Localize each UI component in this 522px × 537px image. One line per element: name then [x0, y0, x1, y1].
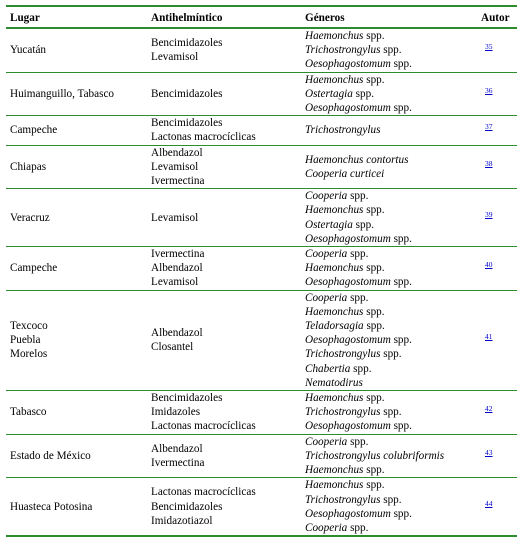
antihelmintico-line: Bencimidazoles	[151, 500, 223, 513]
species-suffix: spp.	[380, 44, 402, 57]
genus-name: Nematodirus	[305, 376, 363, 389]
species-suffix: spp.	[380, 406, 402, 419]
cell-antihelmintico	[147, 145, 301, 189]
genero-line	[305, 275, 473, 289]
genus-name: Oesophagostomum	[305, 102, 391, 115]
lugar-line: Morelos	[10, 348, 48, 361]
genus-name: Chabertia	[305, 362, 351, 375]
species-suffix: spp.	[390, 334, 412, 347]
antihelmintico-line: Levamisol	[151, 211, 199, 224]
genus-name: Teladorsagia	[305, 320, 364, 333]
genero-line	[305, 493, 473, 507]
genus-name: Haemonchus	[305, 262, 364, 275]
species-suffix: spp.	[363, 464, 385, 477]
genero-line	[305, 29, 473, 43]
table-row	[6, 145, 517, 189]
genero-line	[305, 376, 473, 390]
cell-antihelmintico	[147, 116, 301, 145]
genus-name: Oesophagostomum	[305, 507, 391, 520]
antihelmintico-line: Albendazol	[151, 327, 203, 340]
species-suffix: spp.	[390, 102, 412, 115]
cell-lugar	[6, 434, 147, 478]
genero-line	[305, 87, 473, 101]
genero-line	[305, 247, 473, 261]
table-row	[6, 116, 517, 145]
reference-link[interactable]: 43	[485, 447, 493, 457]
table-row	[6, 434, 517, 478]
lugar-line: Yucatán	[10, 44, 47, 57]
table-row	[6, 247, 517, 291]
cell-autor	[477, 434, 517, 478]
reference-link[interactable]: 41	[485, 332, 493, 342]
table-body	[6, 28, 517, 536]
antihelmintico-line: Bencimidazoles	[151, 392, 223, 405]
lugar-line: Huasteca Potosina	[10, 500, 93, 513]
header-lugar: Lugar	[6, 6, 147, 28]
cell-autor	[477, 391, 517, 435]
antihelmintico-line: Lactonas macrocíclicas	[151, 420, 256, 433]
species-suffix: spp.	[390, 276, 412, 289]
genero-line	[305, 232, 473, 246]
genus-name: Oesophagostomum	[305, 58, 391, 71]
cell-antihelmintico	[147, 478, 301, 536]
species-suffix: spp.	[347, 435, 369, 448]
genero-line	[305, 405, 473, 419]
antihelmintico-line: Ivermectina	[151, 175, 205, 188]
genus-name: Trichostrongylus	[305, 493, 381, 506]
species-suffix: spp.	[380, 348, 402, 361]
cell-antihelmintico	[147, 28, 301, 72]
lugar-line: Tabasco	[10, 406, 47, 419]
reference-link[interactable]: 38	[485, 158, 493, 168]
cell-lugar	[6, 478, 147, 536]
genero-line	[305, 478, 473, 492]
species-suffix: spp.	[350, 362, 372, 375]
cell-autor	[477, 145, 517, 189]
table-row	[6, 391, 517, 435]
genero-line	[305, 291, 473, 305]
header-antihelmintico: Antihelmíntico	[147, 6, 301, 28]
genero-line	[305, 73, 473, 87]
table-row	[6, 72, 517, 116]
species-suffix: spp.	[390, 420, 412, 433]
genus-name: Trichostrongylus	[305, 44, 381, 57]
species-suffix: spp.	[390, 232, 412, 245]
cell-lugar	[6, 290, 147, 390]
genero-line	[305, 57, 473, 71]
genus-name: Haemonchus	[305, 392, 364, 405]
species-suffix: spp.	[363, 305, 385, 318]
genus-name: Haemonchus	[305, 305, 364, 318]
species-suffix: spp.	[347, 248, 369, 261]
genero-line	[305, 43, 473, 57]
antihelmintico-line: Lactonas macrocíclicas	[151, 131, 256, 144]
genero-line	[305, 463, 473, 477]
cell-autor	[477, 478, 517, 536]
cell-lugar	[6, 72, 147, 116]
genus-name: Oesophagostomum	[305, 420, 391, 433]
genero-line	[305, 435, 473, 449]
species-suffix: spp.	[347, 190, 369, 203]
table-row	[6, 28, 517, 72]
table-row	[6, 478, 517, 536]
cell-lugar	[6, 116, 147, 145]
genero-line	[305, 391, 473, 405]
genus-name: Cooperia	[305, 190, 348, 203]
reference-link[interactable]: 36	[485, 85, 493, 95]
genero-line	[305, 362, 473, 376]
genero-line	[305, 521, 473, 535]
species-suffix: spp.	[363, 479, 385, 492]
genus-name: Trichostrongylus	[305, 406, 381, 419]
species-suffix: spp.	[347, 291, 369, 304]
genus-name: Cooperia curticei	[305, 167, 385, 180]
cell-generos	[301, 247, 477, 291]
antihelmintico-line: Levamisol	[151, 276, 199, 289]
cell-lugar	[6, 189, 147, 247]
reference-link[interactable]: 39	[485, 209, 493, 219]
cell-antihelmintico	[147, 247, 301, 291]
genero-line	[305, 101, 473, 115]
antihelmintico-line: Bencimidazoles	[151, 37, 223, 50]
header-autor: Autor	[477, 6, 517, 28]
resistance-table	[6, 5, 517, 537]
header-generos: Géneros	[301, 6, 477, 28]
reference-link[interactable]: 35	[485, 42, 493, 52]
lugar-line: Chiapas	[10, 160, 47, 173]
genus-name: Haemonchus	[305, 30, 364, 42]
antihelmintico-line: Levamisol	[151, 160, 199, 173]
genus-name: Haemonchus contortus	[305, 153, 409, 166]
cell-antihelmintico	[147, 290, 301, 390]
cell-generos	[301, 478, 477, 536]
antihelmintico-line: Albendazol	[151, 146, 203, 159]
species-suffix: spp.	[363, 30, 385, 42]
resistance-table-container	[6, 5, 517, 537]
genus-name: Oesophagostomum	[305, 334, 391, 347]
reference-link[interactable]: 42	[485, 404, 493, 414]
species-suffix: spp.	[363, 262, 385, 275]
cell-lugar	[6, 145, 147, 189]
species-suffix: spp.	[363, 392, 385, 405]
genus-name: Trichostrongylus colubriformis	[305, 449, 445, 462]
antihelmintico-line: Closantel	[151, 341, 194, 354]
cell-antihelmintico	[147, 189, 301, 247]
genero-line	[305, 203, 473, 217]
reference-link[interactable]: 44	[485, 498, 493, 508]
reference-link[interactable]: 40	[485, 260, 493, 270]
species-suffix: spp.	[363, 320, 385, 333]
cell-autor	[477, 116, 517, 145]
genero-line	[305, 347, 473, 361]
cell-generos	[301, 116, 477, 145]
antihelmintico-line: Bencimidazoles	[151, 117, 223, 130]
genus-name: Oesophagostomum	[305, 232, 391, 245]
genus-name: Cooperia	[305, 435, 348, 448]
species-suffix: spp.	[352, 218, 374, 231]
cell-generos	[301, 189, 477, 247]
genero-line	[305, 507, 473, 521]
antihelmintico-line: Ivermectina	[151, 456, 205, 469]
genus-name: Cooperia	[305, 521, 348, 534]
cell-antihelmintico	[147, 72, 301, 116]
cell-lugar	[6, 28, 147, 72]
genero-line	[305, 167, 473, 181]
genero-line	[305, 333, 473, 347]
genero-line	[305, 218, 473, 232]
cell-autor	[477, 72, 517, 116]
genus-name: Trichostrongylus	[305, 124, 381, 137]
cell-autor	[477, 189, 517, 247]
cell-generos	[301, 434, 477, 478]
antihelmintico-line: Imidazoles	[151, 406, 201, 419]
genus-name: Haemonchus	[305, 73, 364, 86]
table-row	[6, 290, 517, 390]
cell-generos	[301, 28, 477, 72]
antihelmintico-line: Albendazol	[151, 262, 203, 275]
cell-antihelmintico	[147, 434, 301, 478]
lugar-line: Campeche	[10, 262, 58, 275]
genero-line	[305, 319, 473, 333]
lugar-line: Puebla	[10, 334, 41, 347]
genus-name: Oesophagostomum	[305, 276, 391, 289]
genero-line	[305, 261, 473, 275]
genus-name: Haemonchus	[305, 204, 364, 217]
genus-name: Trichostrongylus	[305, 348, 381, 361]
genero-line	[305, 189, 473, 203]
lugar-line: Campeche	[10, 124, 58, 137]
cell-autor	[477, 290, 517, 390]
genero-line	[305, 449, 473, 463]
antihelmintico-line: Lactonas macrocíclicas	[151, 486, 256, 499]
cell-lugar	[6, 247, 147, 291]
species-suffix: spp.	[380, 493, 402, 506]
cell-generos	[301, 391, 477, 435]
species-suffix: spp.	[363, 73, 385, 86]
table-header	[6, 6, 517, 28]
species-suffix: spp.	[347, 521, 369, 534]
genero-line	[305, 419, 473, 433]
cell-generos	[301, 72, 477, 116]
genero-line	[305, 123, 473, 137]
genus-name: Cooperia	[305, 248, 348, 261]
antihelmintico-line: Levamisol	[151, 51, 199, 64]
genus-name: Ostertagia	[305, 87, 353, 100]
genus-name: Cooperia	[305, 291, 348, 304]
lugar-line: Huimanguillo, Tabasco	[10, 87, 115, 100]
lugar-line: Estado de México	[10, 449, 91, 462]
genero-line	[305, 153, 473, 167]
reference-link[interactable]: 37	[485, 122, 493, 132]
cell-generos	[301, 290, 477, 390]
header-row	[6, 6, 517, 28]
cell-generos	[301, 145, 477, 189]
cell-lugar	[6, 391, 147, 435]
lugar-line: Veracruz	[10, 211, 50, 224]
cell-autor	[477, 247, 517, 291]
lugar-line: Texcoco	[10, 320, 48, 333]
species-suffix: spp.	[363, 204, 385, 217]
cell-antihelmintico	[147, 391, 301, 435]
antihelmintico-line: Imidazotiazol	[151, 514, 213, 527]
species-suffix: spp.	[352, 87, 374, 100]
genus-name: Haemonchus	[305, 464, 364, 477]
antihelmintico-line: Bencimidazoles	[151, 87, 223, 100]
antihelmintico-line: Albendazol	[151, 442, 203, 455]
genus-name: Haemonchus	[305, 479, 364, 492]
species-suffix: spp.	[390, 58, 412, 71]
antihelmintico-line: Ivermectina	[151, 248, 205, 261]
genus-name: Ostertagia	[305, 218, 353, 231]
table-row	[6, 189, 517, 247]
species-suffix: spp.	[390, 507, 412, 520]
genero-line	[305, 305, 473, 319]
cell-autor	[477, 28, 517, 72]
